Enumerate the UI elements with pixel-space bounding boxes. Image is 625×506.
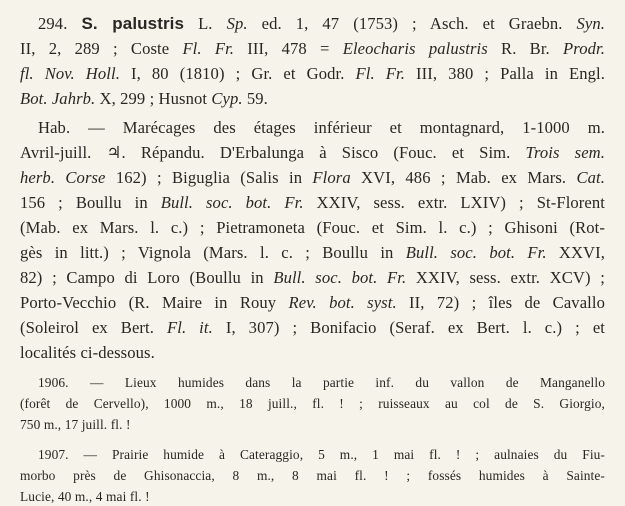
italic-citation: Trois sem.	[525, 143, 605, 162]
text-run: XVI, 486 ; Mab. ex Mars.	[350, 168, 577, 187]
italic-citation: Eleocharis palustris	[342, 39, 488, 58]
text-run: X, 299 ; Husnot	[95, 89, 212, 108]
note-1907-line	[20, 467, 605, 485]
entry-line	[20, 89, 605, 109]
text-run: XXVI,	[546, 243, 605, 262]
text-run: II, 2, 289 ; Coste	[20, 39, 183, 58]
text-run: (forêt de Cervello), 1000 m., 18 juill., fl. ! ; ruisseaux au col de S. Giorgio,	[20, 396, 605, 411]
italic-citation: Rev. bot. syst.	[288, 293, 397, 312]
text-run: L.	[184, 14, 227, 33]
text-run: morbo près de Ghisonaccia, 8 m., 8 mai fl. ! ; fossés humides à Sainte-	[20, 468, 605, 483]
italic-citation: Bull. soc. bot. Fr.	[160, 193, 304, 212]
italic-citation: Sp.	[226, 14, 248, 33]
italic-citation: Bull. soc. bot. Fr.	[405, 243, 547, 262]
text-run: Porto-Vecchio (R. Maire in Rouy	[20, 293, 289, 312]
habitat-line	[20, 318, 605, 338]
text-run: 156 ; Boullu in	[20, 193, 161, 212]
habitat-line	[20, 218, 605, 238]
habitat-line	[38, 118, 605, 138]
note-1907-line	[20, 488, 605, 506]
text-run: (Soleirol ex Bert.	[20, 318, 167, 337]
text-run: ed. 1, 47 (1753) ; Asch. et Graebn.	[247, 14, 577, 33]
text-run: 162) ; Biguglia (Salis in	[105, 168, 313, 187]
text-run: (Mab. ex Mars. l. c.) ; Pietramoneta (Fouc. et Sim. l. c.) ; Ghisoni (Rot-	[20, 218, 605, 237]
italic-citation: Fl. it.	[167, 318, 213, 337]
entry-line	[38, 14, 605, 34]
habitat-line	[20, 243, 605, 263]
habitat-line	[20, 143, 605, 163]
species-name: S. palustris	[81, 14, 185, 33]
text-run: XXIV, sess. extr. XCV) ;	[406, 268, 605, 287]
habitat-line	[20, 168, 605, 188]
italic-citation: Fl. Fr.	[355, 64, 405, 83]
note-1906-line	[20, 416, 605, 434]
italic-citation: Fl. Fr.	[182, 39, 235, 58]
text-run: I, 307) ; Bonifacio (Seraf. ex Bert. l. c.) ; et	[212, 318, 605, 337]
italic-citation: Bull. soc. bot. Fr.	[273, 268, 407, 287]
text-run: Lucie, 40 m., 4 mai fl. !	[20, 489, 150, 504]
text-run: 750 m., 17 juill. fl. !	[20, 417, 131, 432]
note-1906-line	[38, 374, 605, 392]
italic-citation: Cat.	[576, 168, 605, 187]
text-run: 82) ; Campo di Loro (Boullu in	[20, 268, 274, 287]
text-run: Avril-juill. ♃. Répandu. D'Erbalunga à Sisco (Fouc. et Sim.	[20, 143, 526, 162]
text-run: III, 380 ; Palla in Engl.	[404, 64, 605, 83]
text-run: I, 80 (1810) ; Gr. et Godr.	[119, 64, 356, 83]
italic-citation: Bot. Jahrb.	[20, 89, 96, 108]
italic-citation: herb. Corse	[20, 168, 106, 187]
habitat-line	[20, 268, 605, 288]
entry-line	[20, 39, 605, 59]
italic-citation: Prodr.	[563, 39, 605, 58]
text-run: gès in litt.) ; Vignola (Mars. l. c. ; Boullu in	[20, 243, 406, 262]
habitat-line	[20, 343, 605, 363]
text-run: 1906. — Lieux humides dans la partie inf. du vallon de Manganello	[38, 375, 605, 390]
italic-citation: Cyp.	[211, 89, 243, 108]
italic-citation: Syn.	[576, 14, 605, 33]
text-run: R. Br.	[487, 39, 564, 58]
italic-citation: Flora	[312, 168, 351, 187]
text-run: Hab. — Marécages des étages inférieur et montagnard, 1-1000 m.	[38, 118, 605, 137]
text-run: XXIV, sess. extr. LXIV) ; St-Florent	[303, 193, 605, 212]
text-run: 294.	[38, 14, 82, 33]
text-run: III, 478 =	[234, 39, 343, 58]
text-run: II, 72) ; îles de Cavallo	[396, 293, 605, 312]
habitat-line	[20, 193, 605, 213]
note-1906-line	[20, 395, 605, 413]
text-run: localités ci-dessous.	[20, 343, 155, 362]
italic-citation: fl. Nov. Holl.	[20, 64, 120, 83]
habitat-line	[20, 293, 605, 313]
text-run: 59.	[242, 89, 268, 108]
note-1907-line	[38, 446, 605, 464]
text-run: 1907. — Prairie humide à Cateraggio, 5 m., 1 mai fl. ! ; aulnaies du Fiu-	[38, 447, 605, 462]
entry-line	[20, 64, 605, 84]
